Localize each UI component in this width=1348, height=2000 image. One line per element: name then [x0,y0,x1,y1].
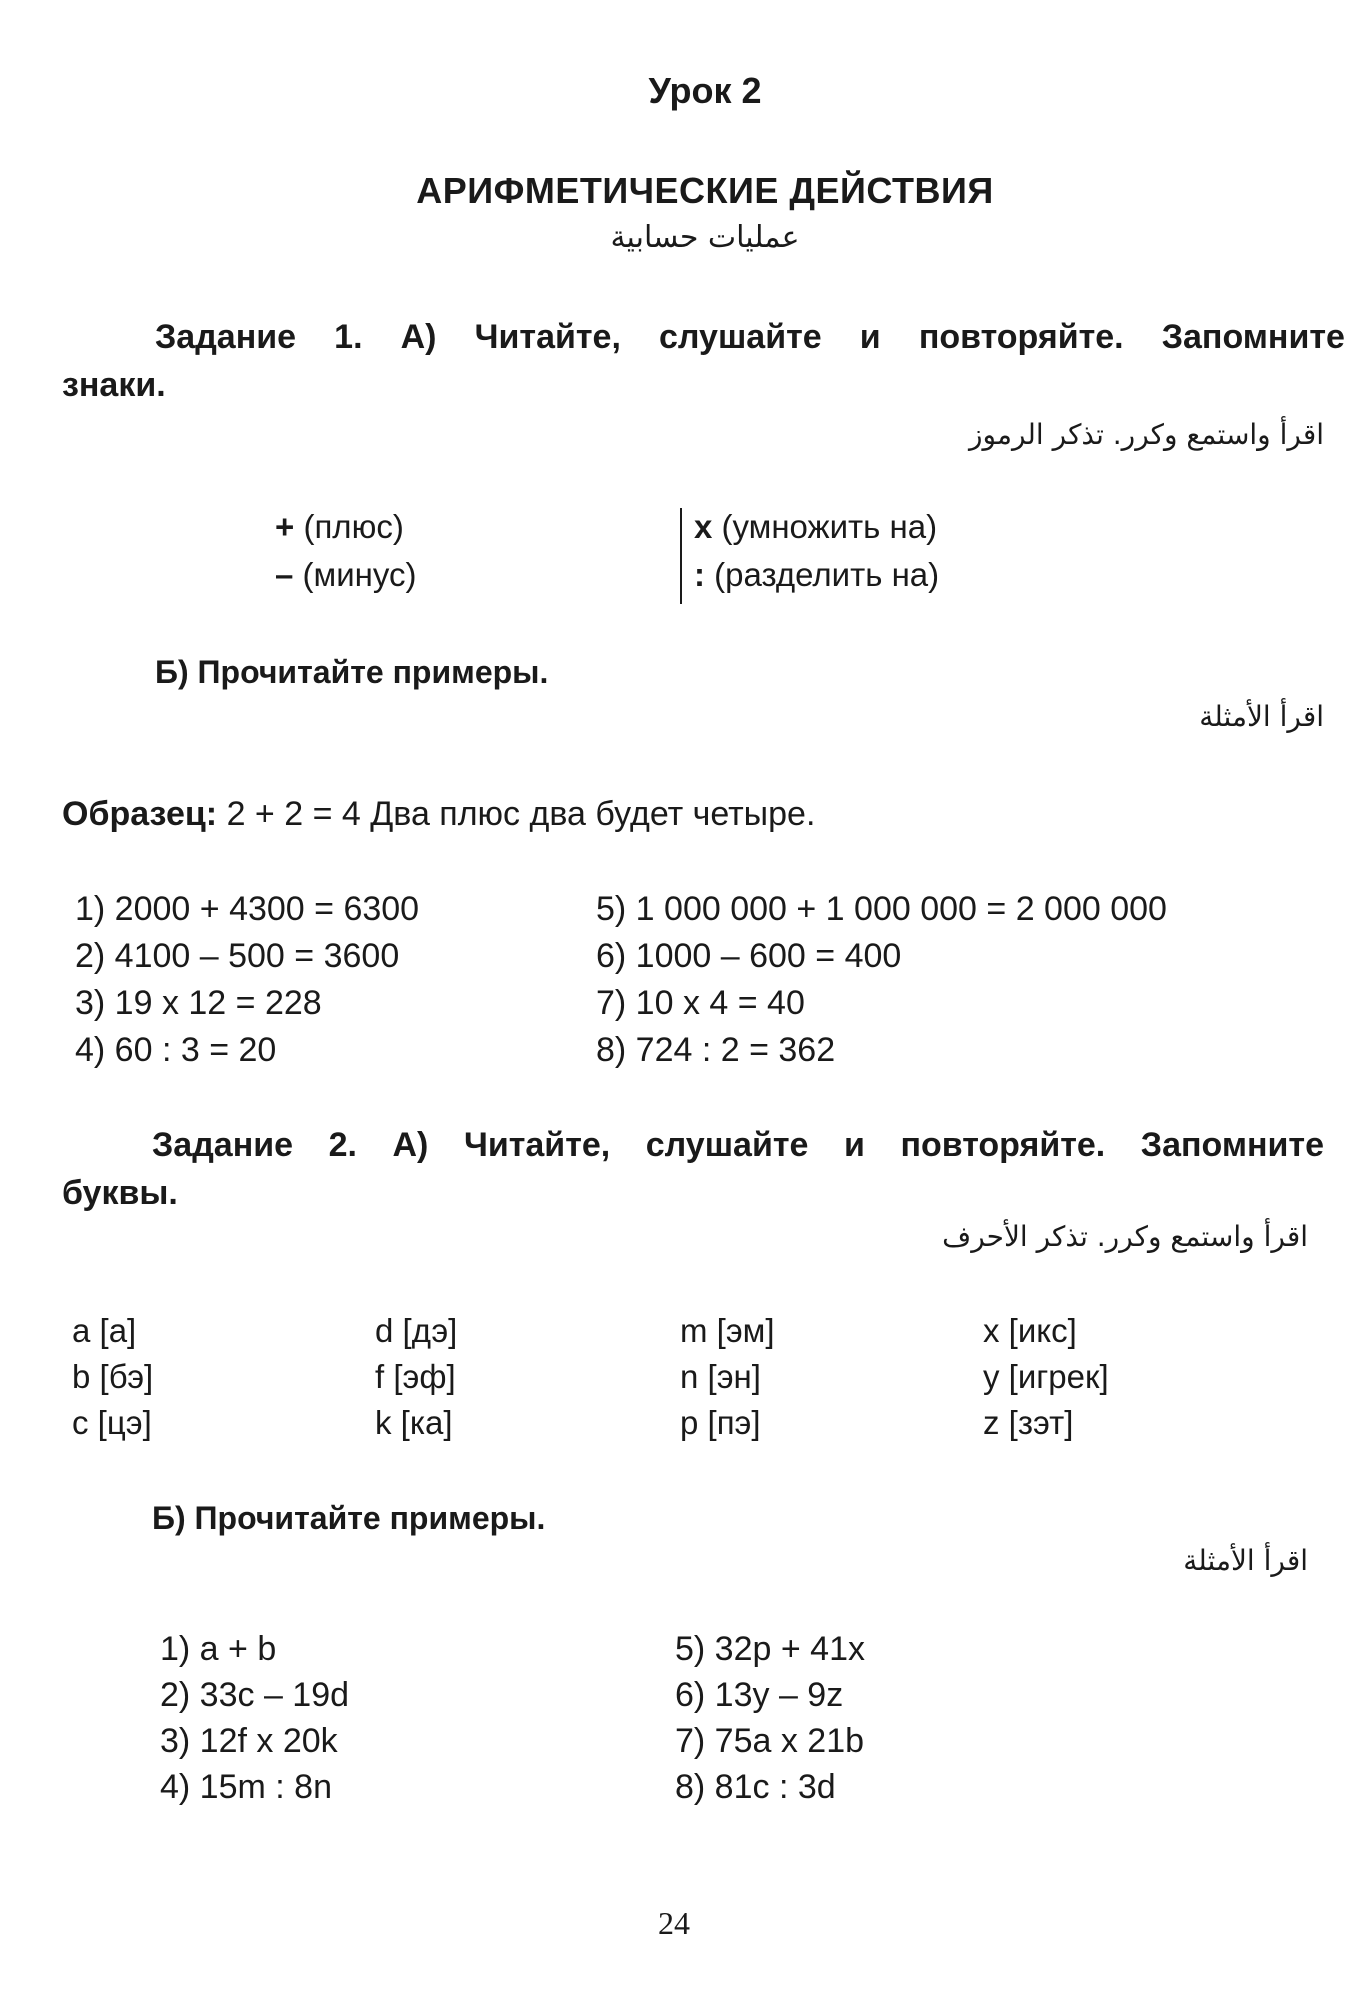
letter-item: m [эм] [680,1312,775,1349]
sample-text: 2 + 2 = 4 Два плюс два будет четыре. [226,795,816,833]
example-item: 1) a + b [160,1630,277,1668]
task2-arabic-instruction: اقرأ واستمع وكرر. تذكر الأحرف [942,1220,1308,1253]
task2-heading-word: и [843,1126,865,1164]
task2-subheading: Б) Прочитайте примеры. [152,1500,546,1536]
letter-item: c [цэ] [72,1404,152,1441]
task1-arabic-instruction: اقرأ واستمع وكرر. تذكر الرموز [968,418,1324,451]
sign-divide [694,556,939,594]
sample-line [62,795,815,834]
task2-sub-arabic: اقرأ الأمثلة [1183,1544,1308,1577]
sign-divider [680,508,682,604]
example-item: 8) 724 : 2 = 362 [596,1031,836,1069]
times-word: (умножить на) [721,508,938,545]
letter-item: b [бэ] [72,1358,154,1395]
example-item: 8) 81c : 3d [675,1768,836,1806]
letter-item: x [икс] [983,1312,1077,1349]
example-item: 6) 1000 – 600 = 400 [596,937,902,975]
task2-heading-word: повторяйте. [900,1126,1106,1164]
lesson-title: Урок 2 [648,70,762,111]
letter-item: y [игрек] [983,1358,1109,1395]
letter-item: a [а] [72,1312,137,1349]
task1-heading-word: слушайте [659,318,822,356]
task1-sub-arabic: اقرأ الأمثلة [1199,700,1324,733]
task1-heading-word: А) [400,318,437,356]
task2-heading-word: Читайте, [463,1126,611,1164]
task1-heading-word: повторяйте. [918,318,1124,356]
divide-word: (разделить на) [714,556,940,593]
task2-heading-word: Запомните [1140,1126,1324,1164]
example-item: 3) 19 x 12 = 228 [75,984,322,1022]
plus-word: (плюс) [303,508,404,545]
task2-heading [152,1126,1324,1165]
plus-symbol: + [275,508,295,545]
letter-item: p [пэ] [680,1404,761,1441]
task1-heading-word: Запомните [1161,318,1345,356]
sign-times [694,508,937,546]
task1-heading-word: и [859,318,881,356]
task1-heading-word: Задание [155,318,297,356]
task2-heading-word: слушайте [645,1126,809,1164]
example-item: 3) 12f x 20k [160,1722,338,1760]
letter-item: z [зэт] [983,1404,1074,1441]
letter-item: f [эф] [375,1358,456,1395]
minus-symbol: – [275,556,294,593]
page-title-arabic: عمليات حسابية [610,220,800,255]
times-symbol: x [694,508,713,545]
task1-heading-line2: знаки. [62,366,166,404]
letter-item: d [дэ] [375,1312,458,1349]
example-item: 4) 15m : 8n [160,1768,332,1806]
task2-heading-word: 2. [328,1126,357,1164]
letter-item: n [эн] [680,1358,761,1395]
example-item: 7) 75a x 21b [675,1722,865,1760]
sign-minus [275,556,416,594]
example-item: 6) 13y – 9z [675,1676,844,1714]
page-title: АРИФМЕТИЧЕСКИЕ ДЕЙСТВИЯ [416,170,994,211]
example-item: 7) 10 x 4 = 40 [596,984,805,1022]
task1-heading [155,318,1345,357]
minus-word: (минус) [302,556,417,593]
task1-heading-word: Читайте, [474,318,621,356]
example-item: 4) 60 : 3 = 20 [75,1031,277,1069]
example-item: 5) 1 000 000 + 1 000 000 = 2 000 000 [596,890,1167,928]
example-item: 2) 33c – 19d [160,1676,350,1714]
example-item: 2) 4100 – 500 = 3600 [75,937,400,975]
task1-heading-word: 1. [334,318,363,356]
task2-heading-word: Задание [152,1126,294,1164]
task2-heading-line2: буквы. [62,1174,178,1212]
page-number: 24 [658,1905,690,1941]
task2-heading-word: А) [392,1126,429,1164]
divide-symbol: : [694,556,705,593]
example-item: 5) 32p + 41x [675,1630,865,1668]
example-item: 1) 2000 + 4300 = 6300 [75,890,420,928]
letter-item: k [ка] [375,1404,453,1441]
sign-plus [275,508,404,546]
sample-label: Образец: [62,795,218,833]
task1-subheading: Б) Прочитайте примеры. [155,654,549,690]
